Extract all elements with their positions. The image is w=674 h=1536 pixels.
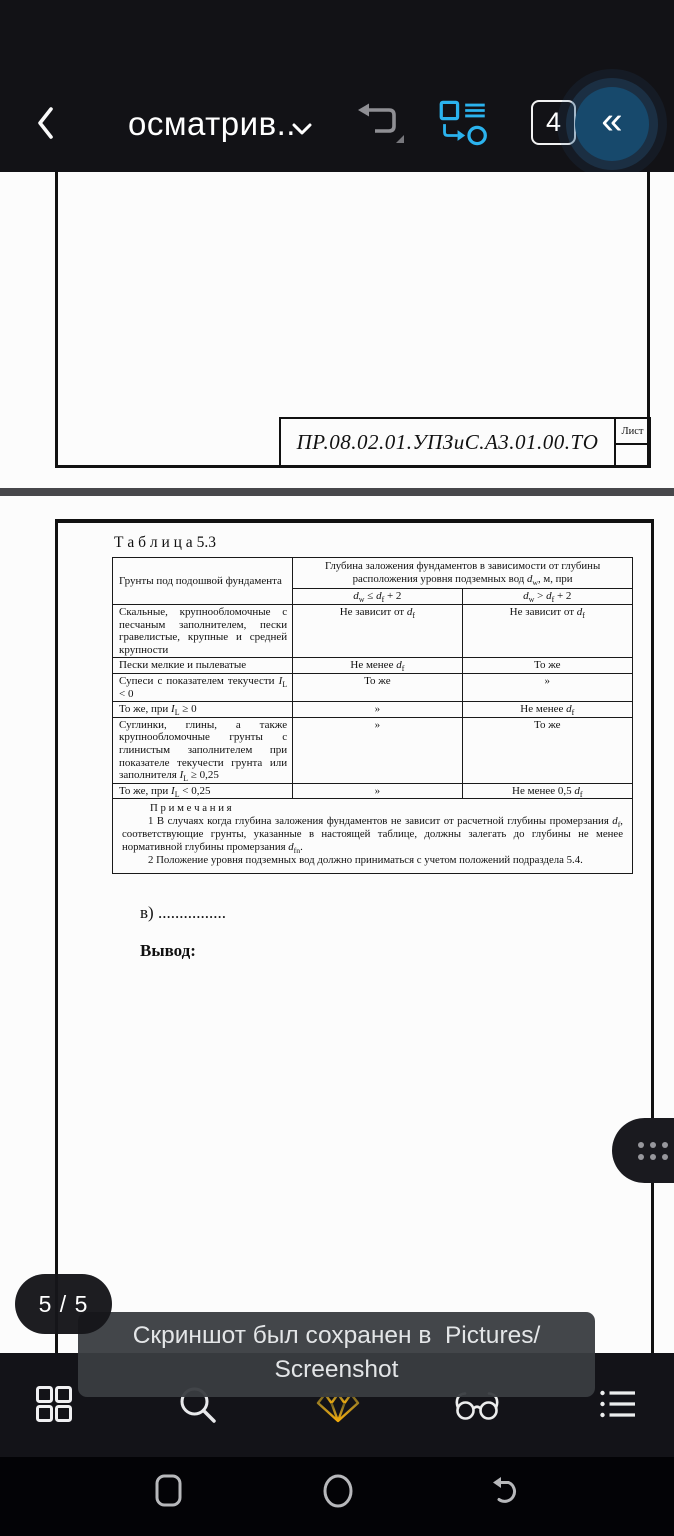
table-5-3	[112, 557, 633, 874]
chevron-left-icon	[34, 103, 58, 146]
back-arrow-icon	[488, 1473, 524, 1512]
table-cell: То же	[462, 717, 632, 783]
home-button[interactable]	[320, 1472, 356, 1512]
sheet-column	[616, 417, 651, 468]
notes-title: П р и м е ч а н и я	[150, 802, 232, 815]
table-row	[113, 673, 633, 701]
table-cell: То же, при $I_L < 0,25$	[113, 783, 293, 799]
item-v-text: в) ................	[140, 903, 226, 922]
table-cell: »	[293, 702, 462, 718]
table-cell: Пески мелкие и пылеватые	[113, 658, 293, 674]
apps-grid-button[interactable]	[34, 1381, 74, 1429]
table-cell: »	[293, 717, 462, 783]
table-cell: Не зависит от $d_f$	[293, 605, 462, 658]
table-caption: Т а б л и ц а 5.3	[114, 534, 216, 551]
table-row	[113, 702, 633, 718]
outline-list-icon	[599, 1388, 637, 1423]
sheet-frame-line-left	[55, 172, 58, 468]
undo-icon	[350, 95, 408, 156]
current-page-button[interactable]	[531, 100, 576, 145]
view-mode-button[interactable]	[436, 97, 490, 151]
chevron-down-icon	[292, 123, 312, 141]
note-1: 1 В случаях когда глубина заложения фундаментов не зависит от расчетной глубины промерзания $d_f$, соответствующие грунты, указанные в настоящей таблице, должны залегать до глубины не менее нормативной глубины промерзания $d_{fn}$.	[122, 815, 623, 856]
android-back-button[interactable]	[488, 1472, 524, 1512]
table-cell: Не менее $d_f$	[293, 658, 462, 674]
table-row	[113, 717, 633, 783]
table-notes	[113, 799, 633, 874]
collapse-toolbar-button[interactable]	[575, 87, 649, 161]
page-separator	[0, 488, 674, 496]
table-subheader-1: $d_w \le d_f + 2$	[293, 589, 462, 605]
apps-grid-icon	[35, 1385, 73, 1426]
table-cell: »	[462, 673, 632, 701]
android-navbar	[0, 1457, 674, 1536]
note-2: 2 Положение уровня подземных вод должно приниматься с учетом положений подраздела 5.4.	[148, 854, 583, 867]
top-toolbar	[0, 0, 674, 172]
undo-button[interactable]	[350, 96, 408, 154]
back-button[interactable]	[22, 100, 70, 148]
table-header-depth: Глубина заложения фундаментов в зависимости от глубины расположения уровня подземных вод $d_w$, м, при	[293, 558, 633, 589]
pdf-page-4[interactable]	[0, 172, 674, 488]
table-cell: То же	[293, 673, 462, 701]
document-title[interactable]	[128, 98, 312, 150]
conclusion-label: Вывод:	[140, 941, 196, 960]
recents-square-icon	[151, 1473, 187, 1512]
grip-dots-icon	[638, 1142, 668, 1160]
table-cell: То же	[462, 658, 632, 674]
table-cell: Суглинки, глины, а также крупнообломочные грунты с глинистым заполнителем при показателе текучести грунта или заполнителя $I_L \ge 0,25$	[113, 717, 293, 783]
current-page-number: 4	[545, 107, 562, 137]
home-circle-icon	[320, 1472, 356, 1513]
table-row	[113, 783, 633, 799]
table-cell: Не менее 0,5 $d_f$	[462, 783, 632, 799]
toast-line-1: Скриншот был сохранен в Pictures/	[132, 1322, 541, 1349]
table-cell: То же, при $I_L \ge 0$	[113, 702, 293, 718]
sheet-label-cell: Лист	[614, 417, 651, 445]
table-subheader-2: $d_w > d_f + 2$	[462, 589, 632, 605]
title-block	[279, 417, 651, 468]
table-cell: Супеси с показателем текучести $I_L < 0$	[113, 673, 293, 701]
toast-notification	[78, 1312, 595, 1397]
double-chevron-left-icon: «	[601, 100, 623, 142]
more-actions-handle[interactable]	[612, 1118, 674, 1183]
table-cell: Не зависит от $d_f$	[462, 605, 632, 658]
table-row	[113, 605, 633, 658]
designation-text: ПР.08.02.01.УПЗиС.А3.01.00.ТО	[279, 417, 616, 468]
table-row	[113, 658, 633, 674]
outline-list-button[interactable]	[599, 1381, 637, 1429]
pdf-page-5[interactable]	[0, 496, 674, 1353]
table-cell: Не менее $d_f$	[462, 702, 632, 718]
toast-line-2: Screenshot	[274, 1356, 399, 1383]
recents-button[interactable]	[151, 1472, 187, 1512]
document-title-text: осматрив..	[128, 105, 296, 142]
table-cell: »	[293, 783, 462, 799]
page-reflow-view-icon	[438, 98, 488, 151]
table-header-grounds: Грунты под подошвой фундамента	[113, 558, 293, 605]
table-cell: Скальные, крупнообломочные с песчаным заполнителем, пески гравелистые, крупные и средней крупности	[113, 605, 293, 658]
table-notes-row	[113, 799, 633, 874]
sheet-number-cell	[614, 443, 651, 468]
page-indicator: 5 / 5	[15, 1274, 112, 1334]
